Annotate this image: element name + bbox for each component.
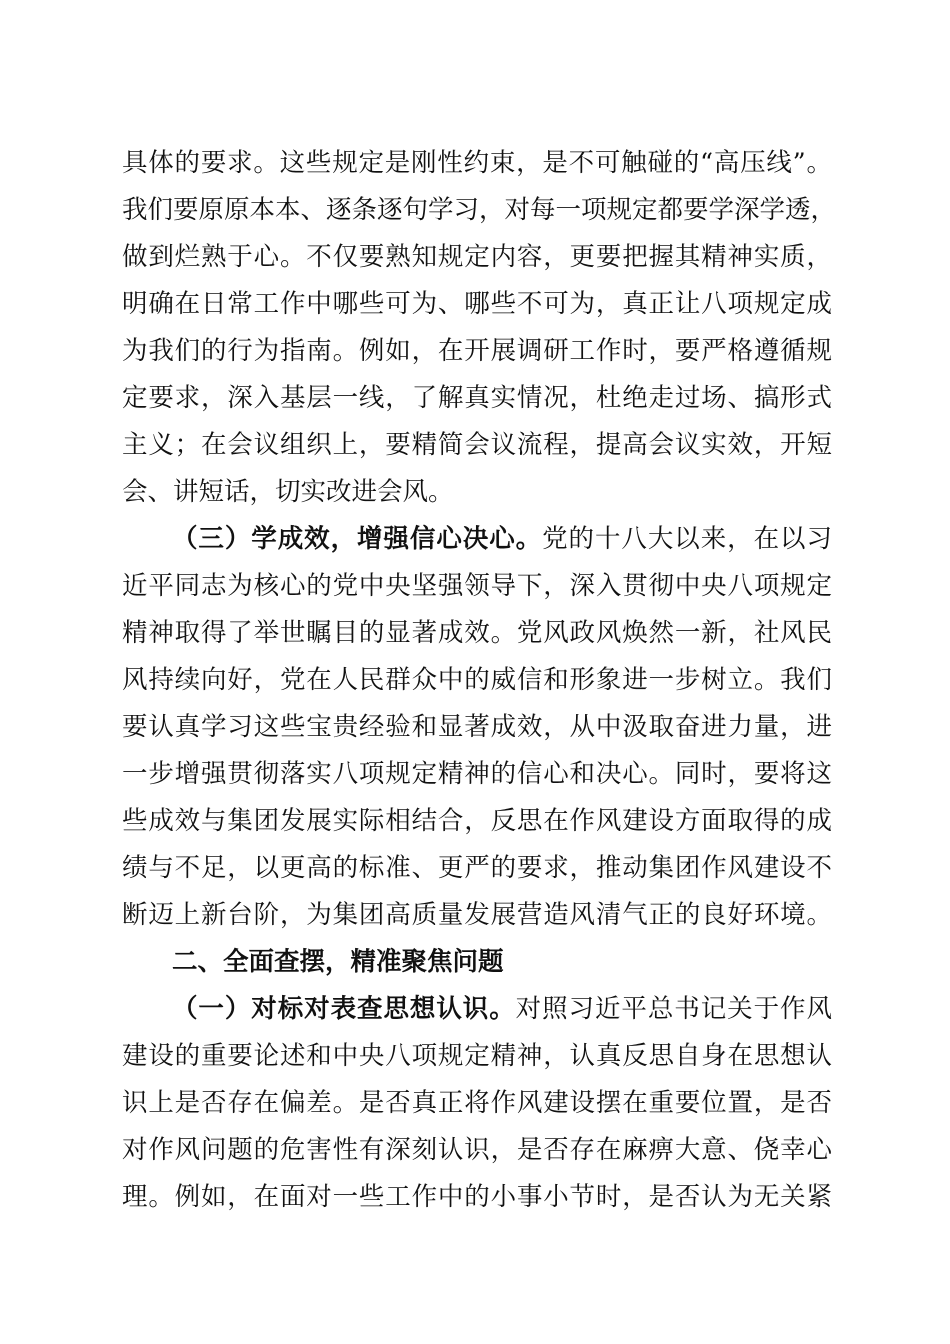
- text-run: 对照习近平总书记关于作风: [515, 994, 832, 1024]
- text-line: 风持续向好，党在人民群众中的威信和形象进一步树立。我们: [122, 665, 832, 695]
- text-line: 要认真学习这些宝贵经验和显著成效，从中汲取奋进力量，进: [122, 712, 832, 742]
- text-line: 为我们的行为指南。例如，在开展调研工作时，要严格遵循规: [122, 336, 832, 366]
- text-line: 定要求，深入基层一线，了解真实情况，杜绝走过场、搞形式: [122, 383, 832, 413]
- paragraph-first-line: [172, 987, 832, 1031]
- text-line: 我们要原原本本、逐条逐句学习，对每一项规定都要学深学透，: [122, 195, 837, 225]
- text-line: 理。例如，在面对一些工作中的小事小节时，是否认为无关紧: [122, 1182, 832, 1212]
- text-run: 党的十八大以来，在以习: [542, 524, 832, 554]
- section-lead: （三）学成效，增强信心决心。: [172, 524, 543, 554]
- text-line: 明确在日常工作中哪些可为、哪些不可为，真正让八项规定成: [122, 289, 832, 319]
- text-line: 具体的要求。这些规定是刚性约束，是不可触碰的“高压线”。: [122, 148, 832, 178]
- text-line: 建设的重要论述和中央八项规定精神，认真反思自身在思想认: [122, 1041, 832, 1071]
- section-heading: 二、全面查摆，精准聚焦问题: [172, 947, 504, 977]
- text-line: 一步增强贯彻落实八项规定精神的信心和决心。同时，要将这: [122, 759, 832, 789]
- text-line: 些成效与集团发展实际相结合，反思在作风建设方面取得的成: [122, 806, 832, 836]
- text-line: 做到烂熟于心。不仅要熟知规定内容，更要把握其精神实质，: [122, 242, 832, 272]
- text-line: 会、讲短话，切实改进会风。: [122, 477, 454, 507]
- text-line: 识上是否存在偏差。是否真正将作风建设摆在重要位置，是否: [122, 1088, 832, 1118]
- text-line: 近平同志为核心的党中央坚强领导下，深入贯彻中央八项规定: [122, 571, 832, 601]
- text-line: 精神取得了举世瞩目的显著成效。党风政风焕然一新，社风民: [122, 618, 832, 648]
- section-lead: （一）对标对表查思想认识。: [172, 994, 516, 1024]
- text-line: 对作风问题的危害性有深刻认识，是否存在麻痹大意、侥幸心: [122, 1135, 832, 1165]
- text-line: 主义；在会议组织上，要精简会议流程，提高会议实效，开短: [122, 430, 832, 460]
- paragraph-first-line: [172, 517, 832, 561]
- text-line: 断迈上新台阶，为集团高质量发展营造风清气正的良好环境。: [122, 900, 832, 930]
- text-line: 绩与不足，以更高的标准、更严的要求，推动集团作风建设不: [122, 853, 832, 883]
